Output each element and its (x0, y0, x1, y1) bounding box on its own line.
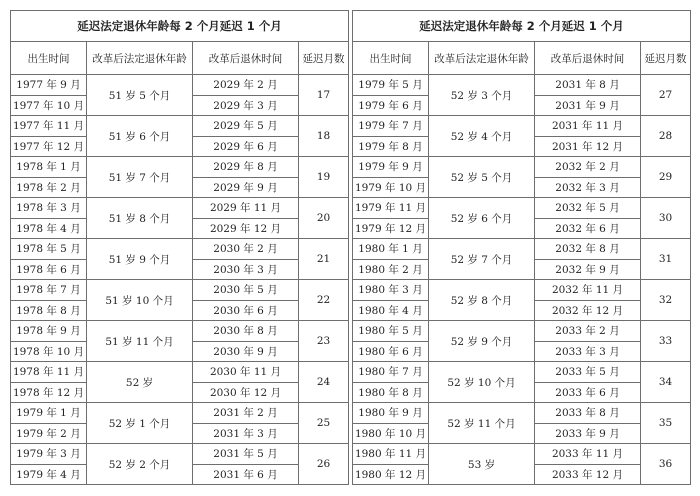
retirement-age-cell: 52 岁 4 个月 (429, 116, 535, 157)
birth-time-cell: 1978 年 1 月 (11, 157, 87, 178)
birth-time-cell: 1980 年 1 月 (353, 239, 429, 260)
delay-months-cell: 22 (299, 280, 349, 321)
birth-time-cell: 1979 年 11 月 (353, 198, 429, 219)
birth-time-cell: 1980 年 2 月 (353, 259, 429, 280)
right-table-panel (352, 10, 690, 485)
retirement-age-cell: 52 岁 9 个月 (429, 321, 535, 362)
retirement-time-cell: 2029 年 2 月 (193, 75, 299, 96)
table-row (11, 75, 349, 96)
retirement-time-cell: 2032 年 5 月 (535, 198, 641, 219)
retirement-time-cell: 2029 年 11 月 (193, 198, 299, 219)
retirement-age-cell: 51 岁 6 个月 (87, 116, 193, 157)
birth-time-cell: 1979 年 5 月 (353, 75, 429, 96)
header-birth-time: 出生时间 (11, 42, 87, 75)
table-body (11, 75, 349, 485)
table-row (353, 157, 691, 178)
delay-months-cell: 17 (299, 75, 349, 116)
birth-time-cell: 1978 年 4 月 (11, 218, 87, 239)
retirement-time-cell: 2033 年 6 月 (535, 382, 641, 403)
birth-time-cell: 1978 年 7 月 (11, 280, 87, 301)
retirement-age-cell: 52 岁 8 个月 (429, 280, 535, 321)
header-retirement-age: 改革后法定退休年龄 (429, 42, 535, 75)
retirement-time-cell: 2031 年 8 月 (535, 75, 641, 96)
retirement-age-cell: 52 岁 6 个月 (429, 198, 535, 239)
retirement-age-cell: 52 岁 5 个月 (429, 157, 535, 198)
retirement-time-cell: 2033 年 12 月 (535, 464, 641, 485)
birth-time-cell: 1977 年 11 月 (11, 116, 87, 137)
table-row (11, 362, 349, 383)
retirement-age-cell: 52 岁 (87, 362, 193, 403)
header-retirement-age: 改革后法定退休年龄 (87, 42, 193, 75)
birth-time-cell: 1980 年 11 月 (353, 444, 429, 465)
birth-time-cell: 1979 年 7 月 (353, 116, 429, 137)
retirement-time-cell: 2031 年 12 月 (535, 136, 641, 157)
birth-time-cell: 1978 年 5 月 (11, 239, 87, 260)
birth-time-cell: 1978 年 6 月 (11, 259, 87, 280)
table-row (11, 280, 349, 301)
retirement-age-cell: 51 岁 7 个月 (87, 157, 193, 198)
retirement-time-cell: 2030 年 9 月 (193, 341, 299, 362)
retirement-time-cell: 2033 年 5 月 (535, 362, 641, 383)
retirement-time-cell: 2029 年 12 月 (193, 218, 299, 239)
table-title: 延迟法定退休年龄每 2 个月延迟 1 个月 (353, 11, 691, 42)
header-birth-time: 出生时间 (353, 42, 429, 75)
birth-time-cell: 1978 年 10 月 (11, 341, 87, 362)
delay-months-cell: 23 (299, 321, 349, 362)
birth-time-cell: 1980 年 3 月 (353, 280, 429, 301)
retirement-time-cell: 2029 年 5 月 (193, 116, 299, 137)
header-retirement-time: 改革后退休时间 (535, 42, 641, 75)
delay-months-cell: 31 (641, 239, 691, 280)
retirement-time-cell: 2033 年 2 月 (535, 321, 641, 342)
retirement-age-cell: 52 岁 11 个月 (429, 403, 535, 444)
retirement-time-cell: 2030 年 3 月 (193, 259, 299, 280)
retirement-age-cell: 52 岁 7 个月 (429, 239, 535, 280)
retirement-time-cell: 2033 年 9 月 (535, 423, 641, 444)
retirement-age-cell: 52 岁 3 个月 (429, 75, 535, 116)
table-row (11, 198, 349, 219)
birth-time-cell: 1977 年 12 月 (11, 136, 87, 157)
table-row (11, 239, 349, 260)
retirement-time-cell: 2029 年 3 月 (193, 95, 299, 116)
delay-months-cell: 30 (641, 198, 691, 239)
retirement-time-cell: 2029 年 8 月 (193, 157, 299, 178)
delay-months-cell: 25 (299, 403, 349, 444)
birth-time-cell: 1977 年 9 月 (11, 75, 87, 96)
retirement-time-cell: 2030 年 2 月 (193, 239, 299, 260)
retirement-time-cell: 2032 年 8 月 (535, 239, 641, 260)
retirement-time-cell: 2032 年 2 月 (535, 157, 641, 178)
retirement-time-cell: 2029 年 6 月 (193, 136, 299, 157)
delay-months-cell: 26 (299, 444, 349, 485)
retirement-time-cell: 2031 年 5 月 (193, 444, 299, 465)
birth-time-cell: 1978 年 12 月 (11, 382, 87, 403)
birth-time-cell: 1980 年 12 月 (353, 464, 429, 485)
delay-months-cell: 18 (299, 116, 349, 157)
delay-months-cell: 20 (299, 198, 349, 239)
table-row (353, 198, 691, 219)
birth-time-cell: 1977 年 10 月 (11, 95, 87, 116)
retirement-age-cell: 51 岁 11 个月 (87, 321, 193, 362)
delay-months-cell: 33 (641, 321, 691, 362)
delay-months-cell: 29 (641, 157, 691, 198)
birth-time-cell: 1980 年 5 月 (353, 321, 429, 342)
delay-months-cell: 36 (641, 444, 691, 485)
birth-time-cell: 1979 年 9 月 (353, 157, 429, 178)
retirement-time-cell: 2030 年 5 月 (193, 280, 299, 301)
birth-time-cell: 1978 年 3 月 (11, 198, 87, 219)
retirement-time-cell: 2033 年 3 月 (535, 341, 641, 362)
birth-time-cell: 1980 年 4 月 (353, 300, 429, 321)
table-body (353, 75, 691, 485)
retirement-age-cell: 51 岁 8 个月 (87, 198, 193, 239)
delay-months-cell: 27 (641, 75, 691, 116)
retirement-time-cell: 2031 年 2 月 (193, 403, 299, 424)
retirement-time-cell: 2031 年 3 月 (193, 423, 299, 444)
birth-time-cell: 1979 年 2 月 (11, 423, 87, 444)
retirement-time-cell: 2031 年 11 月 (535, 116, 641, 137)
birth-time-cell: 1978 年 11 月 (11, 362, 87, 383)
retirement-age-cell: 51 岁 9 个月 (87, 239, 193, 280)
retirement-age-cell: 52 岁 1 个月 (87, 403, 193, 444)
birth-time-cell: 1978 年 8 月 (11, 300, 87, 321)
retirement-table-left (10, 10, 349, 485)
retirement-age-cell: 52 岁 10 个月 (429, 362, 535, 403)
table-row (11, 157, 349, 178)
retirement-age-cell: 51 岁 10 个月 (87, 280, 193, 321)
birth-time-cell: 1980 年 10 月 (353, 423, 429, 444)
delay-months-cell: 19 (299, 157, 349, 198)
delay-months-cell: 28 (641, 116, 691, 157)
birth-time-cell: 1978 年 9 月 (11, 321, 87, 342)
retirement-time-cell: 2031 年 6 月 (193, 464, 299, 485)
retirement-time-cell: 2032 年 3 月 (535, 177, 641, 198)
delay-months-cell: 32 (641, 280, 691, 321)
table-row (11, 321, 349, 342)
birth-time-cell: 1979 年 4 月 (11, 464, 87, 485)
retirement-age-cell: 51 岁 5 个月 (87, 75, 193, 116)
retirement-time-cell: 2031 年 9 月 (535, 95, 641, 116)
table-row (353, 444, 691, 465)
table-row (11, 403, 349, 424)
delay-months-cell: 35 (641, 403, 691, 444)
retirement-time-cell: 2032 年 6 月 (535, 218, 641, 239)
retirement-table-right (352, 10, 691, 485)
table-row (353, 239, 691, 260)
birth-time-cell: 1980 年 9 月 (353, 403, 429, 424)
birth-time-cell: 1979 年 1 月 (11, 403, 87, 424)
table-row (353, 403, 691, 424)
retirement-age-cell: 52 岁 2 个月 (87, 444, 193, 485)
birth-time-cell: 1979 年 8 月 (353, 136, 429, 157)
table-row (11, 444, 349, 465)
table-row (11, 116, 349, 137)
left-table-panel (10, 10, 348, 485)
retirement-time-cell: 2032 年 12 月 (535, 300, 641, 321)
birth-time-cell: 1979 年 6 月 (353, 95, 429, 116)
retirement-time-cell: 2030 年 8 月 (193, 321, 299, 342)
birth-time-cell: 1979 年 3 月 (11, 444, 87, 465)
retirement-time-cell: 2033 年 11 月 (535, 444, 641, 465)
delay-months-cell: 34 (641, 362, 691, 403)
retirement-age-cell: 53 岁 (429, 444, 535, 485)
birth-time-cell: 1978 年 2 月 (11, 177, 87, 198)
header-delay-months: 延迟月数 (299, 42, 349, 75)
delay-months-cell: 24 (299, 362, 349, 403)
retirement-time-cell: 2033 年 8 月 (535, 403, 641, 424)
birth-time-cell: 1980 年 7 月 (353, 362, 429, 383)
birth-time-cell: 1980 年 8 月 (353, 382, 429, 403)
table-row (353, 280, 691, 301)
birth-time-cell: 1980 年 6 月 (353, 341, 429, 362)
delay-months-cell: 21 (299, 239, 349, 280)
retirement-time-cell: 2032 年 11 月 (535, 280, 641, 301)
table-row (353, 116, 691, 137)
table-row (353, 321, 691, 342)
retirement-time-cell: 2032 年 9 月 (535, 259, 641, 280)
retirement-time-cell: 2030 年 6 月 (193, 300, 299, 321)
retirement-time-cell: 2030 年 12 月 (193, 382, 299, 403)
table-title: 延迟法定退休年龄每 2 个月延迟 1 个月 (11, 11, 349, 42)
retirement-time-cell: 2030 年 11 月 (193, 362, 299, 383)
birth-time-cell: 1979 年 10 月 (353, 177, 429, 198)
retirement-time-cell: 2029 年 9 月 (193, 177, 299, 198)
header-delay-months: 延迟月数 (641, 42, 691, 75)
table-row (353, 75, 691, 96)
table-row (353, 362, 691, 383)
header-retirement-time: 改革后退休时间 (193, 42, 299, 75)
birth-time-cell: 1979 年 12 月 (353, 218, 429, 239)
